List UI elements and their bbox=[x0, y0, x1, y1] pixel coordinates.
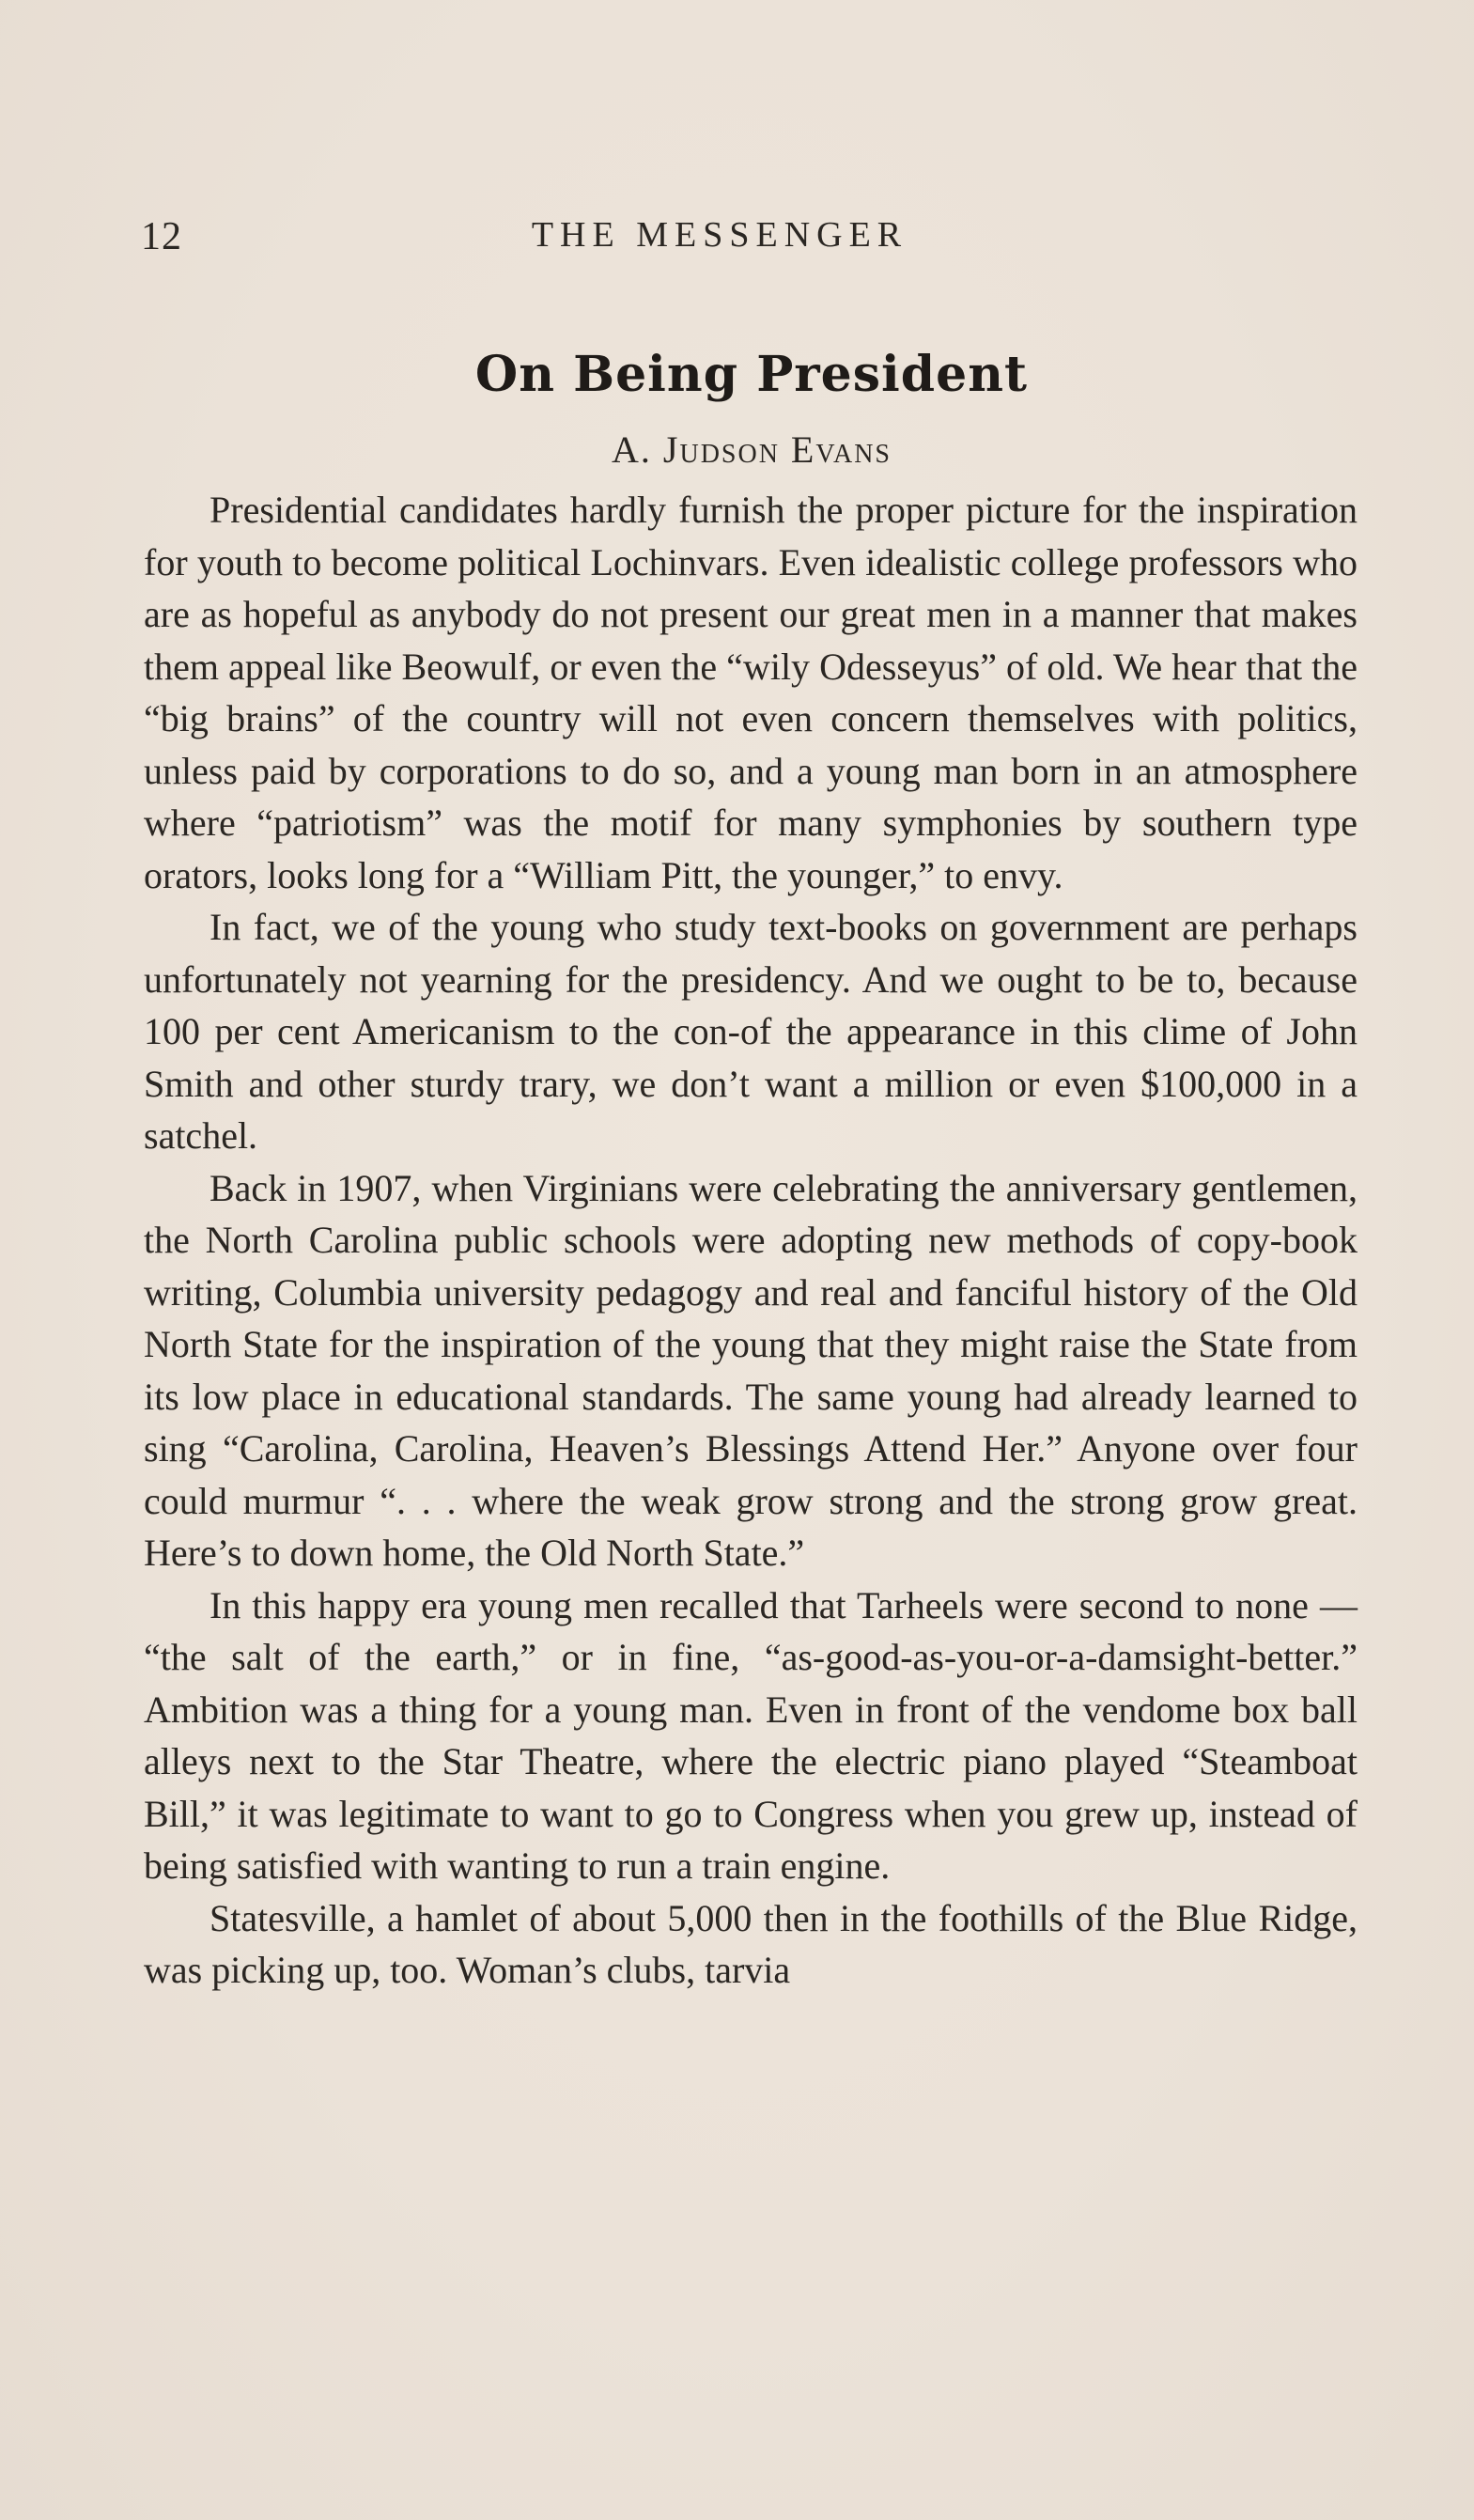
article-body bbox=[144, 484, 1358, 1997]
paragraph-2: In fact, we of the young who study text-books on government are perhaps unfortunately not yearning for the presidency. And we ought to be to, because 100 per cent Americanism to the con-of the appearance in this clime of John Smith and other sturdy trary, we don’t want a million or even $100,000 in a satchel. bbox=[144, 906, 1358, 1157]
paragraph-4: In this happy era young men recalled that Tarheels were second to none — “the salt of the earth,” or in fine, “as-good-as-you-or-a-damsight-better.” Ambition was a thing for a young man. Even in front of the vendome box ball alleys next to the Star Theatre, where the electric piano played “Steamboat Bill,” it was legitimate to want to go to Congress when you grew up, instead of being satisfied with wanting to run a train engine. bbox=[144, 1583, 1358, 1887]
author-byline: A. Judson Evans bbox=[612, 428, 892, 471]
running-head bbox=[141, 214, 1362, 271]
journal-title: THE MESSENGER bbox=[531, 215, 908, 255]
paragraph-5: Statesville, a hamlet of about 5,000 then in the foothills of the Blue Ridge, was picking up, too. Woman’s clubs, tarvia bbox=[144, 1896, 1358, 1991]
paragraph-1: Presidential candidates hardly furnish the proper picture for the inspiration for youth to become political Lochinvars. Even idealistic college professors who are as hopeful as anybody do not present our great men in a manner that makes them appeal like Beowulf, or even the “wily Odesseyus” of old. We hear that the “big brains” of the country will not even concern themselves with politics, unless paid by corporations to do so, and a young man born in an atmosphere where “patriotism” was the motif for many symphonies by southern type orators, looks long for a “William Pitt, the younger,” to envy. bbox=[144, 489, 1358, 896]
paragraph-3: Back in 1907, when Virginians were celebrating the anniversary gentlemen, the North Carolina public schools were adopting new methods of copy-book writing, Columbia university pedagogy and real and fanciful history of the Old North State for the inspiration of the young that they might raise the State from its low place in educational standards. The same young had already learned to sing “Carolina, Carolina, Heaven’s Blessings Attend Her.” Anyone over four could murmur “. . . where the weak grow strong and the strong grow great. Here’s to down home, the Old North State.” bbox=[144, 1166, 1358, 1574]
page-number: 12 bbox=[141, 215, 182, 258]
article-title: On Being President bbox=[474, 346, 1029, 403]
